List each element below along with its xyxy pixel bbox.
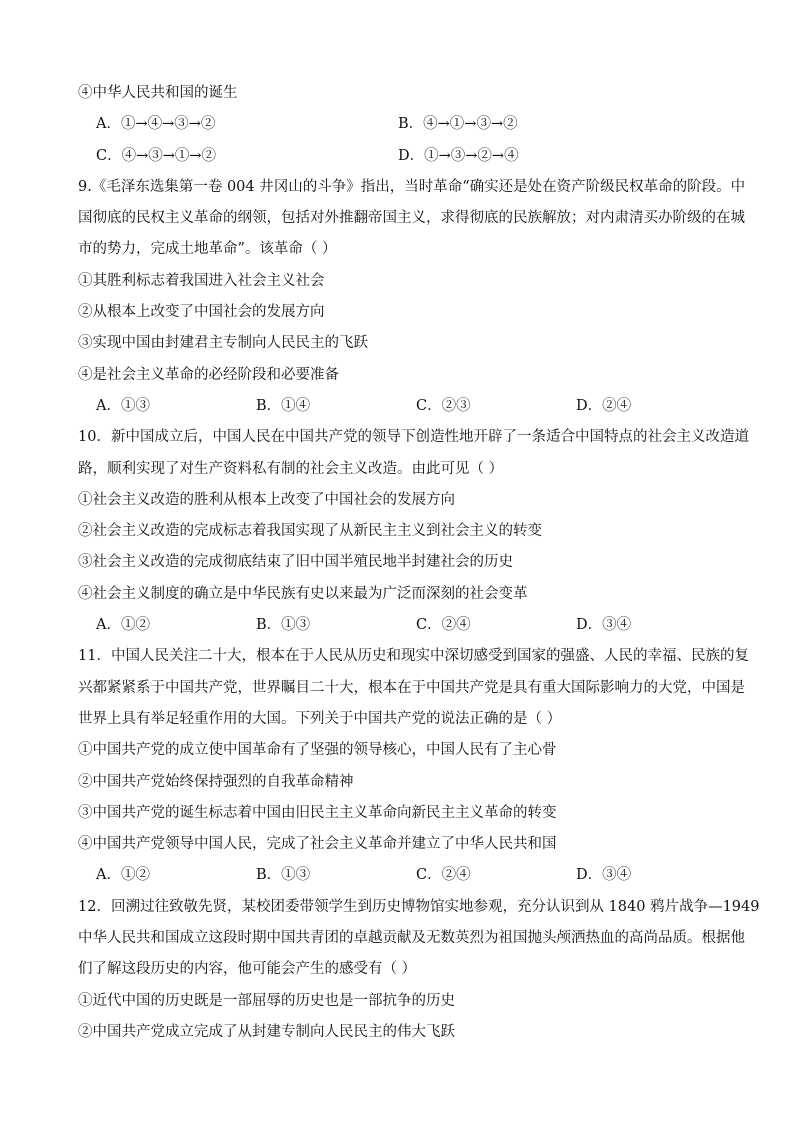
q10-option-b[interactable]: B．①③ [256, 617, 311, 634]
q8-option-d[interactable]: D．①→③→②→④ [398, 147, 519, 164]
q12-item-2: ②中国共产党成立完成了从封建专制向人民民主的伟大飞跃 [78, 1023, 455, 1040]
q9-item-1: ①其胜利标志着我国进入社会主义社会 [78, 272, 325, 289]
q11-stem-line-2: 兴都紧紧系于中国共产党，世界瞩目二十大，根本在于中国共产党是具有重大国际影响力的大党，中国是 [78, 679, 745, 696]
q9-option-c[interactable]: C．②③ [416, 397, 471, 414]
q9-option-d[interactable]: D．②④ [576, 397, 632, 414]
q11-option-c[interactable]: C．②④ [416, 867, 471, 884]
q10-option-d[interactable]: D．③④ [576, 617, 632, 634]
q9-item-3: ③实现中国由封建君主专制向人民民主的飞跃 [78, 335, 368, 352]
q9-stem-line-2: 国彻底的民权主义革命的纲领，包括对外推翻帝国主义，求得彻底的民族解放；对内肃清买办阶级的在城 [78, 210, 745, 227]
q10-options [78, 610, 718, 641]
q8-option-a[interactable]: A．①→④→③→② [96, 116, 216, 133]
q11-stem-line-3: 世界上具有举足轻重作用的大国。下列关于中国共产党的说法正确的是（ ） [78, 710, 562, 727]
q12-stem-line-2: 中华人民共和国成立这段时期中国共青团的卓越贡献及无数英烈为祖国抛头颅洒热血的高尚品质。根据他 [78, 930, 745, 947]
q8-option-b[interactable]: B．④→①→③→② [398, 116, 518, 133]
q11-option-a[interactable]: A．①② [96, 867, 150, 884]
q10-option-c[interactable]: C．②④ [416, 617, 471, 634]
q11-item-1: ①中国共产党的成立使中国革命有了坚强的领导核心，中国人民有了主心骨 [78, 742, 557, 759]
q12-item-1: ①近代中国的历史既是一部屈辱的历史也是一部抗争的历史 [78, 992, 455, 1009]
q10-stem-line-2: 路，顺利实现了对生产资料私有制的社会主义改造。由此可见（ ） [78, 460, 504, 477]
q9-stem-line-1: 9.《毛泽东选集第一卷 004 井冈山的斗争》指出，当时革命“确实还是处在资产阶级民权革命的阶段。中 [78, 178, 746, 195]
q11-item-2: ②中国共产党始终保持强烈的自我革命精神 [78, 773, 354, 790]
q8-option-c[interactable]: C．④→③→①→② [96, 147, 217, 164]
q9-stem-line-3: 市的势力，完成土地革命”。该革命（ ） [78, 241, 337, 258]
q11-stem-line-1: 11．中国人民关注二十大，根本在于人民从历史和现实中深切感受到国家的强盛、人民的幸福、民族的复 [78, 648, 749, 665]
q9-option-a[interactable]: A．①③ [96, 397, 150, 414]
q12-stem-line-3: 们了解这段历史的内容，他可能会产生的感受有（ ） [78, 961, 417, 978]
q8-options-row-2 [78, 141, 718, 172]
q10-item-4: ④社会主义制度的确立是中华民族有史以来最为广泛而深刻的社会变革 [78, 585, 528, 602]
q11-options [78, 860, 718, 891]
q10-stem-line-1: 10．新中国成立后，中国人民在中国共产党的领导下创造性地开辟了一条适合中国特点的社会主义改造道 [78, 429, 749, 446]
q12-stem-line-1: 12．回溯过往致敬先贤，某校团委带领学生到历史博物馆实地参观，充分认识到从 1840 鸦片战争—1949 [78, 898, 760, 915]
q10-item-3: ③社会主义改造的完成彻底结束了旧中国半殖民地半封建社会的历史 [78, 554, 513, 571]
q10-item-2: ②社会主义改造的完成标志着我国实现了从新民主主义到社会主义的转变 [78, 523, 542, 540]
q10-item-1: ①社会主义改造的胜利从根本上改变了中国社会的发展方向 [78, 491, 455, 508]
q9-option-b[interactable]: B．①④ [256, 397, 311, 414]
q11-item-4: ④中国共产党领导中国人民，完成了社会主义革命并建立了中华人民共和国 [78, 836, 557, 853]
q9-options [78, 391, 718, 422]
q11-option-d[interactable]: D．③④ [576, 867, 632, 884]
q9-item-4: ④是社会主义革命的必经阶段和必要准备 [78, 366, 339, 383]
q9-item-2: ②从根本上改变了中国社会的发展方向 [78, 304, 325, 321]
q11-option-b[interactable]: B．①③ [256, 867, 311, 884]
q8-item-4: ④中华人民共和国的诞生 [78, 85, 238, 101]
exam-page [78, 78, 760, 1048]
q11-item-3: ③中国共产党的诞生标志着中国由旧民主主义革命向新民主主义革命的转变 [78, 804, 557, 821]
q8-options-row-1 [78, 109, 718, 140]
q10-option-a[interactable]: A．①② [96, 617, 150, 634]
